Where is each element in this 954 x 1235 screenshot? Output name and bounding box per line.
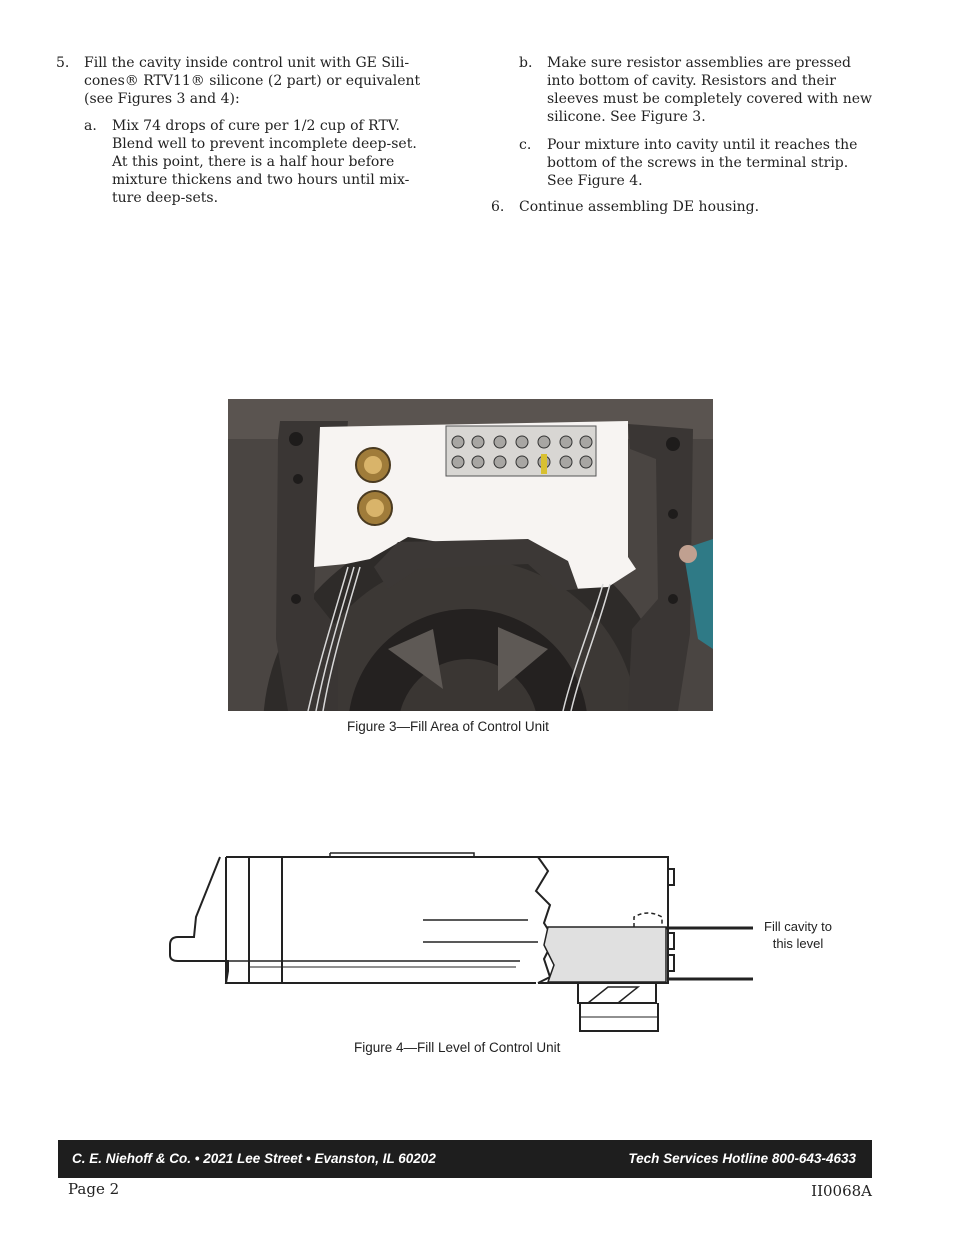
- step-line: into bottom of cavity. Resistors and their: [547, 73, 836, 89]
- step-line: mixture thickens and two hours until mix-: [112, 172, 410, 188]
- step-line: ture deep-sets.: [112, 190, 219, 206]
- step-line: Pour mixture into cavity until it reaches the: [547, 137, 858, 153]
- step-text: [547, 136, 857, 190]
- annotation-line: Fill cavity to: [764, 919, 832, 934]
- step-line: See Figure 4.: [547, 173, 643, 189]
- annotation-line: this level: [772, 936, 824, 951]
- step-line: Fill the cavity inside control unit with GE Sili-: [84, 55, 410, 71]
- step-line: sleeves must be completely covered with new: [547, 91, 873, 107]
- footer-bar: [58, 1140, 872, 1178]
- step-number: a.: [84, 118, 97, 134]
- step-number: 5.: [56, 55, 70, 71]
- document-id: II0068A: [811, 1182, 872, 1200]
- terminal-strip: [446, 426, 596, 476]
- figure-4-diagram: [168, 845, 768, 1040]
- step-line: (see Figures 3 and 4):: [84, 91, 240, 107]
- company-address: C. E. Niehoff & Co. • 2021 Lee Street • Evanston, IL 60202: [72, 1151, 436, 1166]
- step-line: Blend well to prevent incomplete deep-set.: [112, 136, 417, 152]
- fill-level-area: [544, 927, 666, 982]
- step-text: [84, 54, 420, 108]
- step-line: silicone. See Figure 3.: [547, 109, 706, 125]
- step-number: c.: [519, 137, 532, 153]
- step-line: At this point, there is a half hour before: [112, 154, 395, 170]
- step-text: [519, 198, 759, 216]
- figure-4-caption: Figure 4—Fill Level of Control Unit: [354, 1040, 561, 1055]
- step-line: Make sure resistor assemblies are pressed: [547, 55, 851, 71]
- page-number: Page 2: [68, 1180, 120, 1198]
- figure-3-caption: Figure 3—Fill Area of Control Unit: [347, 719, 549, 734]
- fill-level-annotation: [752, 918, 844, 952]
- step-line: Mix 74 drops of cure per 1/2 cup of RTV.: [112, 118, 400, 134]
- step-number: 6.: [491, 199, 505, 215]
- step-line: cones® RTV11® silicone (2 part) or equivalent: [84, 73, 421, 89]
- figure-3-photo: [228, 399, 713, 711]
- step-line: Continue assembling DE housing.: [519, 199, 760, 215]
- tech-hotline: Tech Services Hotline 800-643-4633: [628, 1151, 856, 1166]
- step-line: bottom of the screws in the terminal strip.: [547, 155, 849, 171]
- step-number: b.: [519, 55, 533, 71]
- step-text: [112, 117, 417, 207]
- step-text: [547, 54, 872, 126]
